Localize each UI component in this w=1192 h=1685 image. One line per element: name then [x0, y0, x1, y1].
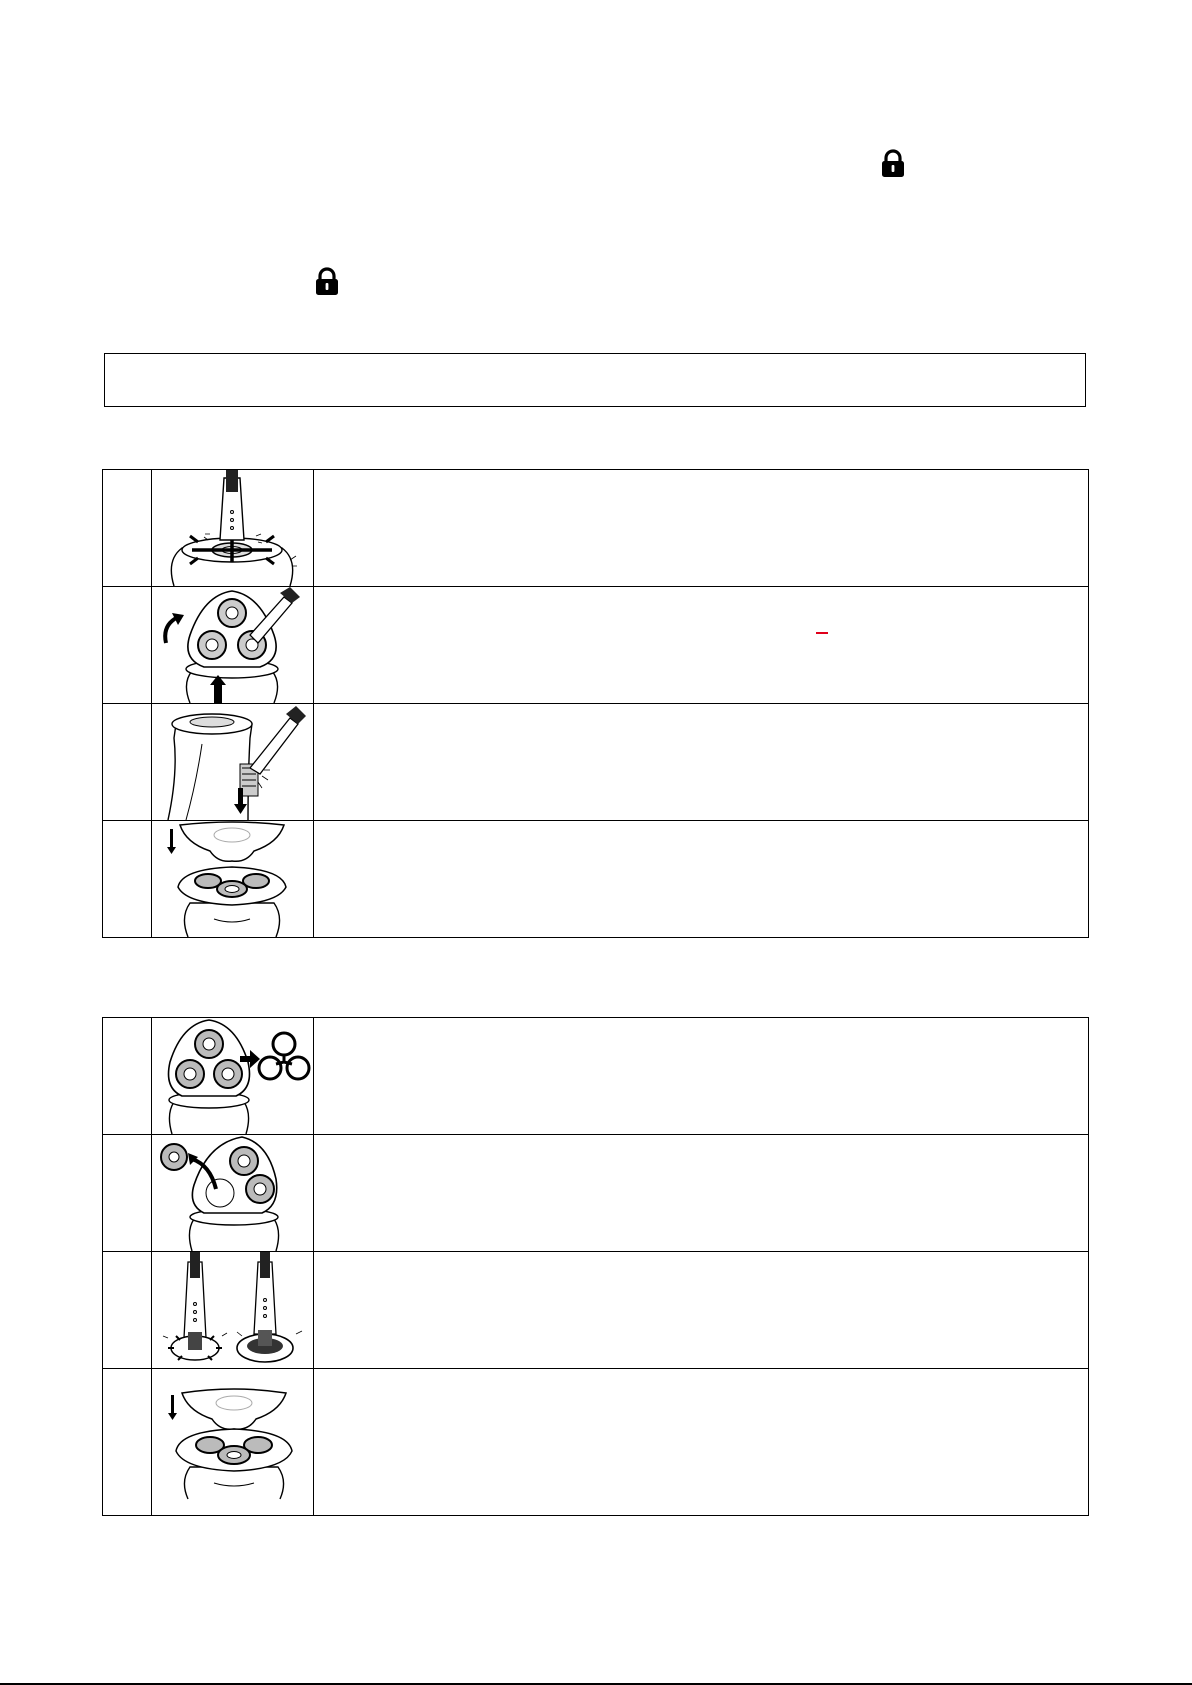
- step-number: [103, 470, 152, 587]
- table-row: [103, 704, 1089, 821]
- brush-cutters-illustration: [152, 1252, 314, 1368]
- step-illustration: [152, 1252, 314, 1369]
- table-row: [103, 1018, 1089, 1135]
- step-illustration: [152, 704, 314, 821]
- remove-cutter-illustration: [152, 1135, 314, 1251]
- table-row: [103, 470, 1089, 587]
- cleaning-steps-table: [102, 469, 1089, 938]
- table-row: [103, 821, 1089, 938]
- step-text: [314, 821, 1089, 938]
- step-illustration: [152, 587, 314, 704]
- step-number: [103, 1135, 152, 1252]
- open-head-illustration: [152, 587, 312, 703]
- table-row: [103, 587, 1089, 704]
- step-number: [103, 1369, 152, 1516]
- step-text: [314, 587, 1089, 704]
- note-box: [104, 353, 1086, 407]
- red-mark: [816, 632, 828, 634]
- deep-cleaning-steps-table: [102, 1017, 1089, 1516]
- step-text: [314, 1135, 1089, 1252]
- brush-cleaning-illustration: [152, 470, 312, 586]
- reattach-cover-illustration: [152, 1369, 314, 1515]
- step-text: [314, 1018, 1089, 1135]
- reattach-cover-illustration: [152, 821, 312, 937]
- table-row: [103, 1369, 1089, 1516]
- lock-icon: [879, 149, 907, 179]
- step-number: [103, 704, 152, 821]
- table-row: [103, 1135, 1089, 1252]
- step-illustration: [152, 1135, 314, 1252]
- trimmer-illustration: [152, 704, 312, 820]
- remove-frame-illustration: [152, 1018, 314, 1134]
- step-number: [103, 1252, 152, 1369]
- step-illustration: [152, 1369, 314, 1516]
- lock-icon: [313, 267, 341, 297]
- step-text: [314, 470, 1089, 587]
- step-text: [314, 1369, 1089, 1516]
- step-text: [314, 704, 1089, 821]
- step-number: [103, 821, 152, 938]
- step-number: [103, 587, 152, 704]
- step-illustration: [152, 470, 314, 587]
- step-number: [103, 1018, 152, 1135]
- step-illustration: [152, 821, 314, 938]
- step-text: [314, 1252, 1089, 1369]
- table-row: [103, 1252, 1089, 1369]
- step-illustration: [152, 1018, 314, 1135]
